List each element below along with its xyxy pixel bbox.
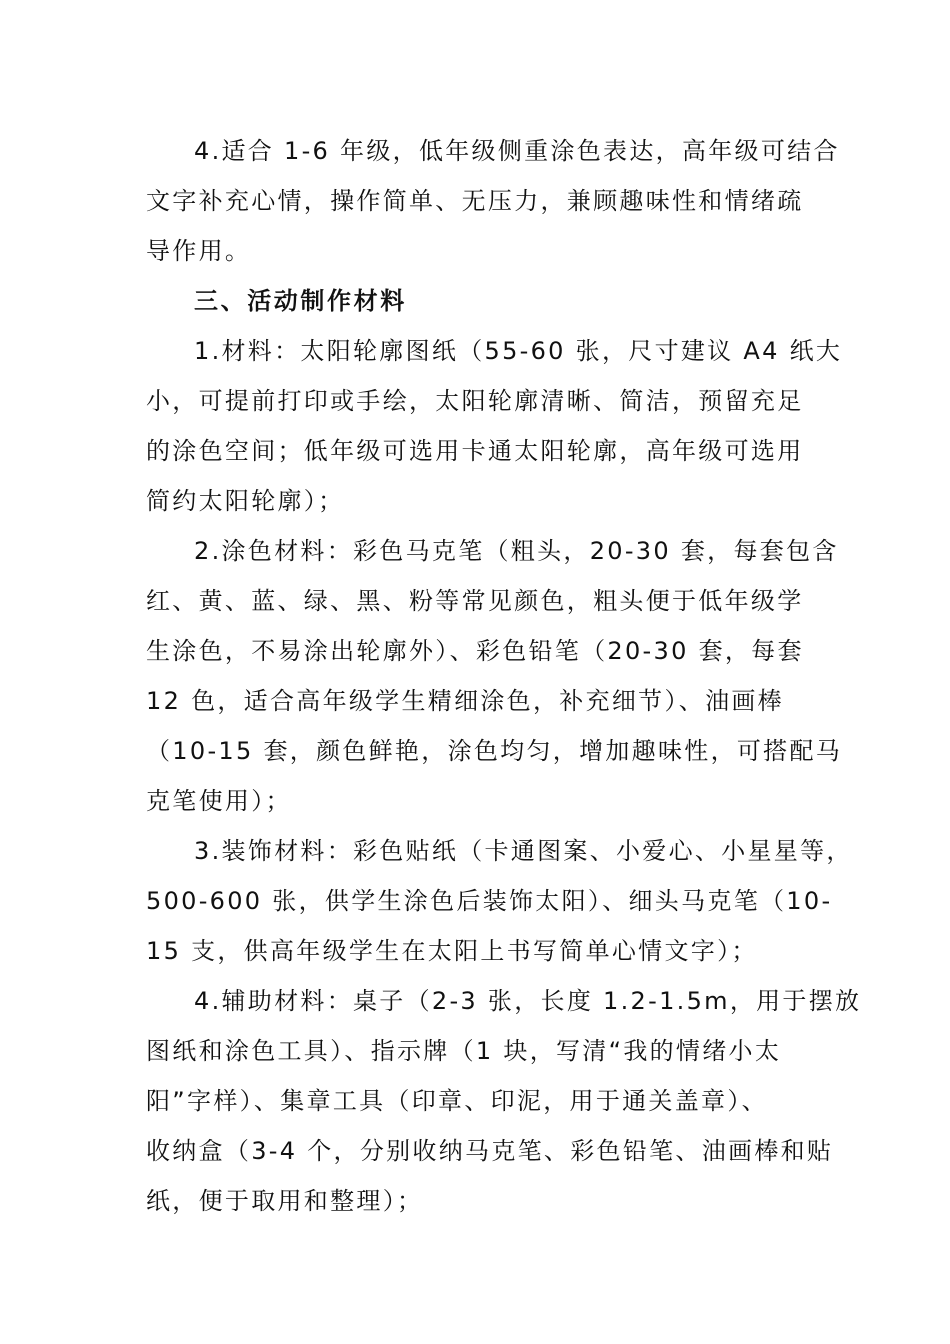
text-line: 2.涂色材料：彩色马克笔（粗头，20-30 套，每套包含 xyxy=(194,537,839,565)
section-heading: 三、活动制作材料 xyxy=(194,287,407,315)
text-line: 15 支，供高年级学生在太阳上书写简单心情文字）； xyxy=(146,937,758,965)
text-line: 文字补充心情，操作简单、无压力，兼顾趣味性和情绪疏 xyxy=(146,187,804,215)
text-line: 收纳盒（3-4 个，分别收纳马克笔、彩色铅笔、油画棒和贴 xyxy=(146,1137,834,1165)
document-body xyxy=(146,126,862,1226)
text-line: 500-600 张，供学生涂色后装饰太阳）、细头马克笔（10- xyxy=(146,887,833,915)
section-heading-materials xyxy=(146,276,816,326)
text-line: 小，可提前打印或手绘，太阳轮廓清晰、简洁，预留充足 xyxy=(146,387,804,415)
text-line: 阳”字样）、集章工具（印章、印泥，用于通关盖章）、 xyxy=(146,1087,768,1115)
paragraph-grade-suitability xyxy=(146,126,840,276)
text-line: 4.适合 1-6 年级，低年级侧重涂色表达，高年级可结合 xyxy=(194,137,840,165)
text-line: 3.装饰材料：彩色贴纸（卡通图案、小爱心、小星星等， xyxy=(194,837,853,865)
text-line: 12 色，适合高年级学生精细涂色，补充细节）、油画棒 xyxy=(146,687,784,715)
paragraph-material-3 xyxy=(146,826,853,976)
paragraph-material-1 xyxy=(146,326,843,526)
text-line: 红、黄、蓝、绿、黑、粉等常见颜色，粗头便于低年级学 xyxy=(146,587,804,615)
paragraph-material-2 xyxy=(146,526,843,826)
text-line: 克笔使用）； xyxy=(146,787,292,815)
text-line: 生涂色，不易涂出轮廓外）、彩色铅笔（20-30 套，每套 xyxy=(146,637,804,665)
text-line: 导作用。 xyxy=(146,237,252,265)
text-line: （10-15 套，颜色鲜艳，涂色均匀，增加趣味性，可搭配马 xyxy=(146,737,843,765)
text-line: 图纸和涂色工具）、指示牌（1 块，写清“我的情绪小太 xyxy=(146,1037,782,1065)
text-line: 4.辅助材料：桌子（2-3 张，长度 1.2-1.5m，用于摆放 xyxy=(194,987,862,1015)
text-line: 简约太阳轮廓）； xyxy=(146,487,345,515)
text-line: 纸，便于取用和整理）； xyxy=(146,1187,424,1215)
paragraph-material-4 xyxy=(146,976,862,1226)
text-line: 的涂色空间；低年级可选用卡通太阳轮廓，高年级可选用 xyxy=(146,437,804,465)
text-line: 1.材料：太阳轮廓图纸（55-60 张，尺寸建议 A4 纸大 xyxy=(194,337,843,365)
